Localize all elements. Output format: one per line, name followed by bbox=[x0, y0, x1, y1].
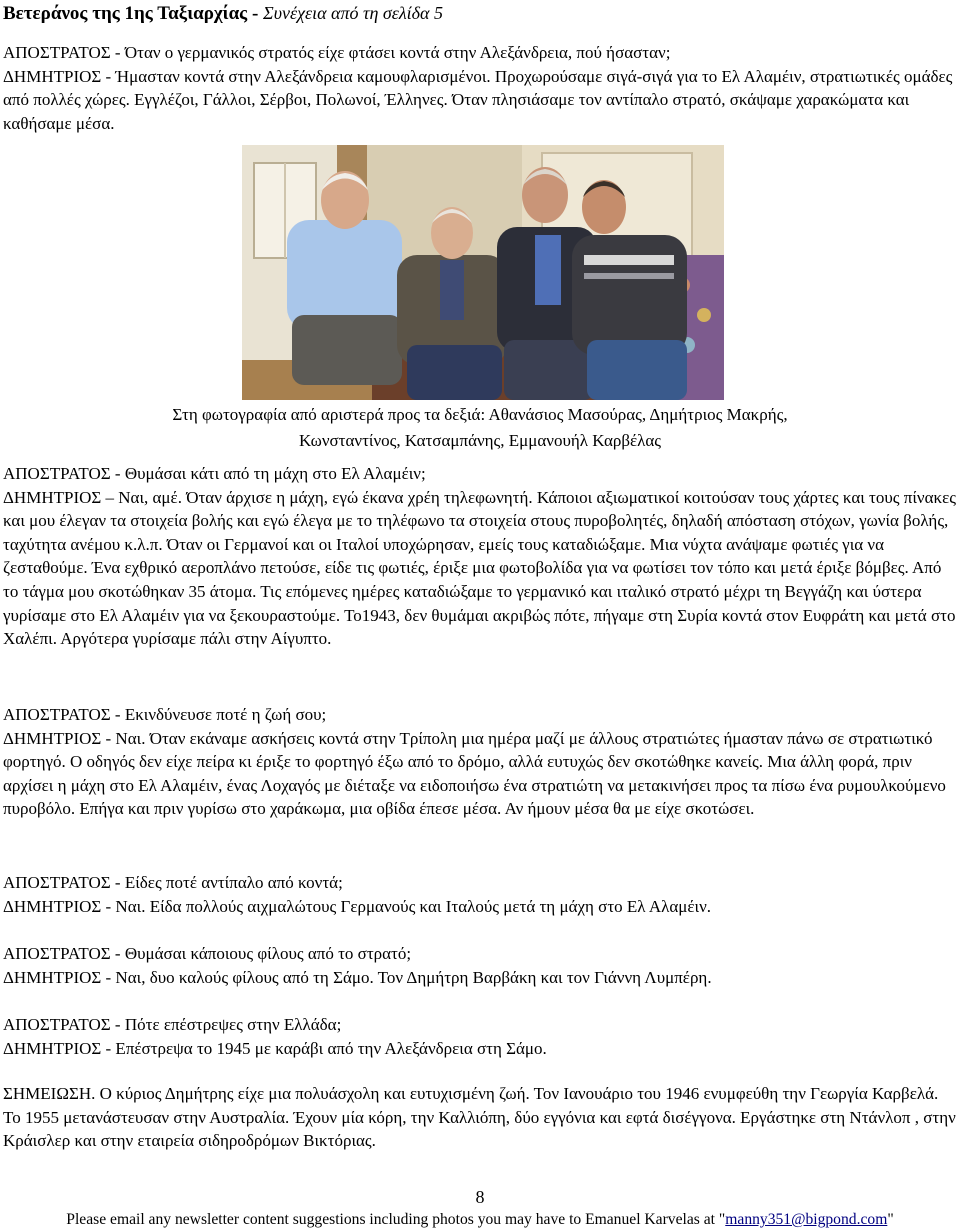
footer-text: Please email any newsletter content suggestions including photos you may have to Emanuel Karvelas at " bbox=[66, 1211, 726, 1228]
footer-email-link[interactable]: manny351@bigpond.com bbox=[725, 1211, 888, 1228]
answer-text: ΔΗΜΗΤΡΙΟΣ - Επέστρεψα το 1945 με καράβι από την Αλεξάνδρεια στη Σάμο. bbox=[3, 1038, 547, 1058]
question-text: ΑΠΟΣΤΡΑΤΟΣ - Θυμάσαι κάποιους φίλους από το στρατό; bbox=[3, 944, 412, 963]
question-text: ΑΠΟΣΤΡΑΤΟΣ - Εκινδύνευσε ποτέ η ζωή σου; bbox=[3, 705, 327, 724]
answer-text: ΔΗΜΗΤΡΙΟΣ - Ναι. Είδα πολλούς αιχμαλώτους Γερμανούς και Ιταλούς μετά τη μάχη στο Ελ Αλαμέιν. bbox=[3, 896, 712, 916]
question-text: ΑΠΟΣΤΡΑΤΟΣ - Θυμάσαι κάτι από τη μάχη στο Ελ Αλαμέιν; bbox=[3, 464, 426, 483]
group-photo bbox=[242, 145, 724, 400]
answer-text: ΔΗΜΗΤΡΙΟΣ - Ήμασταν κοντά στην Αλεξάνδρεια καμουφλαρισμένοι. Προχωρούσαμε σιγά-σιγά για το Ελ Αλαμέιν, στρατιωτικές ομάδες από πολλές χώρες. Εγγλέζοι, Γάλλοι, Σέρβοι, Πολωνοί, Έλληνες. Όταν πλησιάσαμε τον αντίπαλο στρατό, σκάψαμε χαρακώματα και καθήσαμε μέσα. bbox=[3, 66, 953, 133]
page-number: 8 bbox=[475, 1187, 485, 1207]
answer-text: ΔΗΜΗΤΡΙΟΣ - Ναι, δυο καλούς φίλους από τη Σάμο. Τον Δημήτρη Βαρβάκη και τον Γιάννη Λυμπέρη. bbox=[3, 967, 712, 987]
question-text: ΑΠΟΣΤΡΑΤΟΣ - Πότε επέστρεψες στην Ελλάδα; bbox=[3, 1015, 342, 1034]
interview-block-6 bbox=[3, 1013, 959, 1060]
heading-title: Βετεράνος της 1ης Ταξιαρχίας - bbox=[3, 3, 264, 24]
interview-block-4 bbox=[3, 871, 959, 918]
caption-line: Στη φωτογραφία από αριστερά προς τα δεξιά: Αθανάσιος Μασούρας, Δημήτριος Μακρής, bbox=[172, 405, 788, 424]
group-photo-illustration bbox=[242, 145, 724, 400]
page-heading bbox=[3, 2, 443, 25]
interview-block-5 bbox=[3, 942, 959, 989]
note-paragraph: ΣΗΜΕΙΩΣΗ. Ο κύριος Δημήτρης είχε μια πολυάσχολη και ευτυχισμένη ζωή. Τον Ιανουάριο του 1946 ενυμφεύθη την Γεωργία Καρβελά. Το 1955 μετανάστευσαν στην Αυστραλία. Έχουν μία κόρη, την Καλλιόπη, δύο εγγόνια και εφτά δισέγγονα. Εργάστηκε στη Ντάνλοπ , στην Κράισλερ και στην εταιρεία σιδηροδρόμων Βικτόριας. bbox=[3, 1084, 956, 1151]
question-text: ΑΠΟΣΤΡΑΤΟΣ - Είδες ποτέ αντίπαλο από κοντά; bbox=[3, 873, 343, 892]
interview-block-1 bbox=[3, 41, 959, 135]
photo-caption bbox=[0, 402, 960, 454]
footer-note bbox=[0, 1210, 960, 1230]
answer-text: ΔΗΜΗΤΡΙΟΣ – Ναι, αμέ. Όταν άρχισε η μάχη, εγώ έκανα χρέη τηλεφωνητή. Κάποιοι αξιωματικοί κοιτούσαν τους χάρτες και τους πίνακες και μου έλεγαν τα στοιχεία βολής και εγώ έλεγα με το τηλέφωνο τα στοιχεία στους πυροβολητές, δηλαδή απόσταση στόχων, γωνία βολής, ταχύτητα ανέμου κ.λ.π. Όταν οι Γερμανοί και οι Ιταλοί υποχώρησαν, εμείς τους καταδιώξαμε. Μια νύχτα ανάψαμε φωτιές για να ζεσταθούμε. Ένα εχθρικό αεροπλάνο πετούσε, είδε τις φωτιές, έριξε μια φωτοβολίδα για να φωτίσει τον τόπο και μετά έριξε βόμβες. Από το τάγμα μου σκοτώθηκαν 35 άτομα. Τις επόμενες ημέρες καταδιώξαμε το γερμανικό και ιταλικό στρατό μέχρι τη Βεγγάζη και ύστερα γυρίσαμε στο Ελ Αλαμέιν για να ξεκουραστούμε. Το1943, δεν θυμάμαι ακριβώς πότε, πήγαμε στη Συρία κοντά στον Ευφράτη και μετά στο Χαλέπι. Αργότερα γυρίσαμε πάλι στην Αίγυπτο. bbox=[3, 487, 956, 649]
heading-continued-note: Συνέχεια από τη σελίδα 5 bbox=[263, 3, 443, 23]
interview-block-2 bbox=[3, 462, 959, 651]
answer-text: ΔΗΜΗΤΡΙΟΣ - Ναι. Όταν εκάναμε ασκήσεις κοντά στην Τρίπολη μια ημέρα μαζί με άλλους στρατιώτες ήμασταν πάνω σε στρατιωτικό φορτηγό. Ο οδηγός δεν είχε πείρα κι έριξε το φορτηγό έξω από το δρόμο, αλλά ευτυχώς δεν σκοτώθηκε κανείς. Μια άλλη φορά, πριν αρχίσει η μάχη στο Ελ Αλαμέιν, ένας Λοχαγός με διέταξε να ειδοποιήσω ένα στρατιώτη να μετακινήσει προς τα πίσω ένα ρυμουλκούμενο πυροβόλο. Επήγα και πριν γυρίσω στο χαράκωμα, μια οβίδα έπεσε μέσα. Αν ήμουν μέσα θα με είχε σκοτώσει. bbox=[3, 728, 946, 819]
question-text: ΑΠΟΣΤΡΑΤΟΣ - Όταν ο γερμανικός στρατός είχε φτάσει κοντά στην Αλεξάνδρεια, πού ήσασταν; bbox=[3, 43, 671, 62]
caption-line: Κωνσταντίνος, Κατσαμπάνης, Εμμανουήλ Καρβέλας bbox=[298, 431, 661, 450]
interview-block-3 bbox=[3, 703, 959, 821]
footer-quote: " bbox=[887, 1211, 894, 1228]
